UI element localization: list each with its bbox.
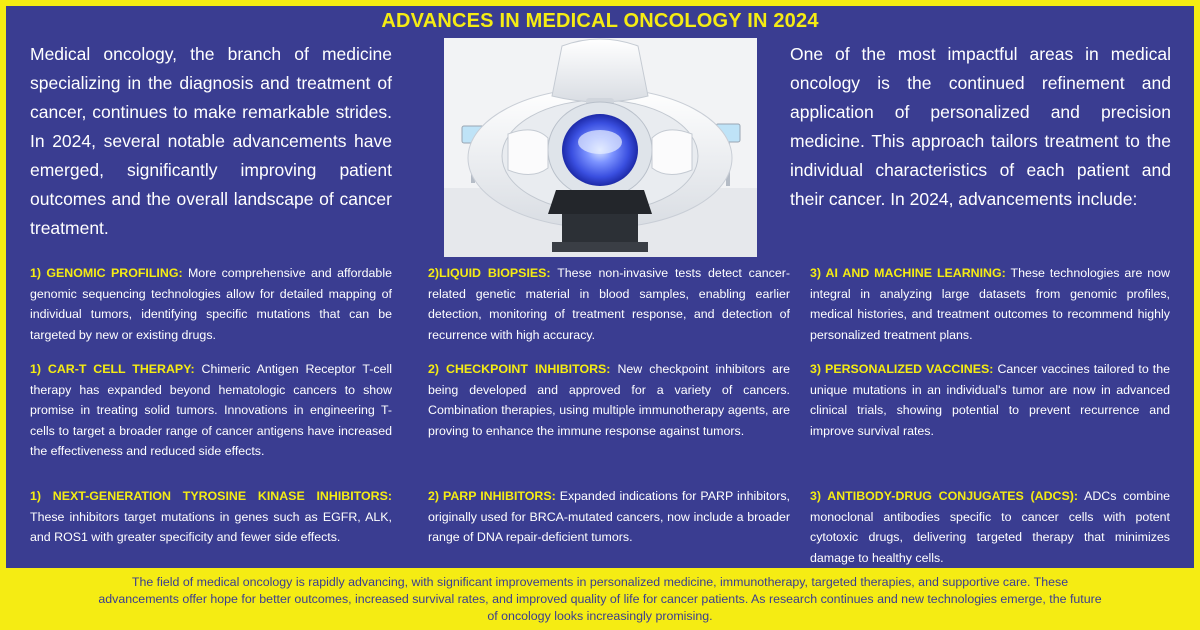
item-car-t-cell-therapy — [30, 359, 392, 462]
intro-left-paragraph: Medical oncology, the branch of medicine specializing in the diagnosis and treatment of cancer, continues to make remarkable strides. In 2024, several notable advancements have emerged, significantly improving patient outcomes and the overall landscape of cancer treatment. — [30, 44, 392, 238]
item-checkpoint-inhibitors — [428, 359, 790, 441]
item-body: Chimeric Antigen Receptor T-cell therapy has expanded beyond hematologic cancers to show promise in treating solid tumors. Innovations in engineering T-cells to target a broader range of cancer antigens have increased the effectiveness and reduced side effects. — [30, 362, 392, 459]
radiotherapy-machine-image — [444, 38, 757, 257]
item-heading: 3) AI AND MACHINE LEARNING: — [810, 266, 1006, 280]
item-heading: 1) NEXT-GENERATION TYROSINE KINASE INHIBITORS: — [30, 489, 392, 503]
item-body: ADCs combine monoclonal antibodies specific to cancer cells with potent cytotoxic drugs, delivering targeted therapy that minimizes damage to healthy cells. — [810, 489, 1171, 565]
footer-text: The field of medical oncology is rapidly advancing, with significant improvements in personalized medicine, immunotherapy, targeted therapies, and supportive care. These advancements offer hope for better outcomes, increased survival rates, and improved quality of life for cancer patients. As research continues and new technologies emerge, the future of oncology looks increasingly promising. — [98, 575, 1102, 623]
item-heading: 1) GENOMIC PROFILING: — [30, 266, 183, 280]
item-body: These technologies are now integral in analyzing large datasets from genomic profiles, medical histories, and treatment outcomes to recommend highly personalized treatment plans. — [810, 266, 1171, 342]
item-personalized-vaccines — [810, 359, 1170, 441]
page-title: ADVANCES IN MEDICAL ONCOLOGY IN 2024 — [381, 10, 819, 32]
item-body: These non-invasive tests detect cancer-related genetic material in blood samples, enabling earlier detection, monitoring of treatment response, and detection of recurrence with high accuracy. — [428, 266, 790, 342]
item-genomic-profiling — [30, 263, 392, 345]
item-tyrosine-kinase-inhibitors — [30, 486, 392, 548]
item-body: These inhibitors target mutations in genes such as EGFR, ALK, and ROS1 with greater specificity and fewer side effects. — [30, 509, 392, 545]
item-parp-inhibitors — [428, 486, 790, 548]
item-heading: 2)LIQUID BIOPSIES: — [428, 266, 551, 280]
item-heading: 1) CAR-T CELL THERAPY: — [30, 362, 195, 376]
item-heading: 2) PARP INHIBITORS: — [428, 489, 556, 503]
item-ai-machine-learning — [810, 263, 1170, 345]
item-body: New checkpoint inhibitors are being developed and approved for a variety of cancers. Combination therapies, using multiple immunotherapy agents, are proving to enhance the immune response against tumors. — [428, 362, 790, 438]
item-body: Cancer vaccines tailored to the unique mutations in an individual's tumor are now in advanced clinical trials, showing potential to prevent recurrence and improve survival rates. — [810, 362, 1170, 438]
item-body: Expanded indications for PARP inhibitors, originally used for BRCA-mutated cancers, now include a broader range of DNA repair-deficient tumors. — [428, 489, 790, 545]
item-body: More comprehensive and affordable genomic sequencing technologies allow for detailed mapping of individual tumors, identifying specific mutations that can be targeted by new or existing drugs. — [30, 266, 392, 342]
item-antibody-drug-conjugates — [810, 486, 1170, 568]
item-liquid-biopsies — [428, 263, 790, 345]
intro-right-paragraph: One of the most impactful areas in medical oncology is the continued refinement and application of personalized and precision medicine. This approach tailors treatment to the individual characteristics of each patient and their cancer. In 2024, advancements include: — [790, 44, 1171, 209]
item-heading: 3) ANTIBODY-DRUG CONJUGATES (ADCS): — [810, 489, 1079, 503]
radiotherapy-machine-icon — [444, 38, 757, 257]
footer-banner — [0, 568, 1200, 630]
item-heading: 2) CHECKPOINT INHIBITORS: — [428, 362, 611, 376]
item-heading: 3) PERSONALIZED VACCINES: — [810, 362, 994, 376]
